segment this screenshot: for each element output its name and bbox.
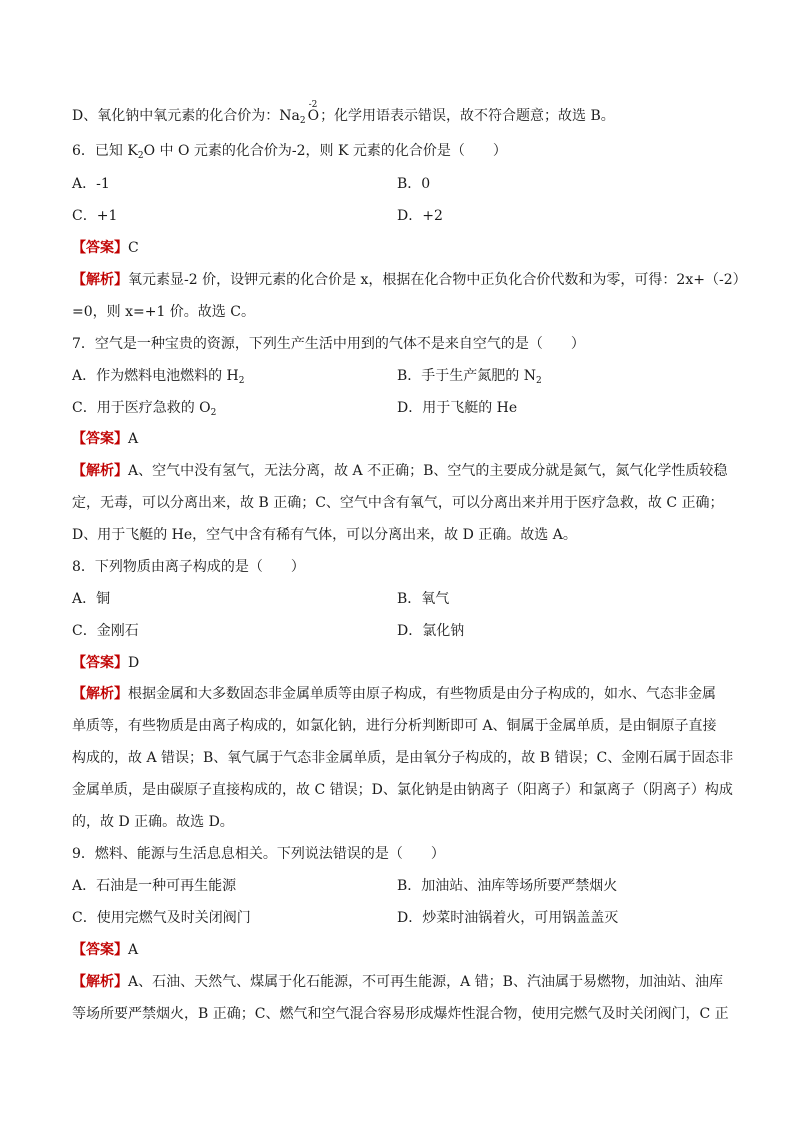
- q9-explanation-line-1: 【解析】A、石油、天然气、煤属于化石能源，不可再生能源，A 错；B、汽油属于易燃物，加油站、油库: [72, 974, 723, 990]
- q6-explanation-line-2: =0，则 x=+1 价。故选 C。: [72, 304, 255, 320]
- question-9: 9．燃料、能源与生活息息相关。下列说法错误的是（ ）: [72, 846, 445, 862]
- explanation-text: ；化学用语表示错误，故不符合题意；故选 B。: [320, 108, 615, 124]
- answer-label: 【答案】: [72, 655, 128, 671]
- q7-option-d: D．用于飞艇的 He: [397, 400, 518, 416]
- q6-explanation-line-1: 【解析】氧元素显-2 价，设钾元素的化合价是 x，根据在化合物中正负化合价代数和为零，可得：2x+（-2）: [72, 272, 747, 288]
- q9-option-c: C．使用完燃气及时关闭阀门: [72, 910, 251, 926]
- answer-label: 【答案】: [72, 240, 128, 256]
- option-d-explanation: [72, 100, 615, 126]
- q8-explanation-line-5: 的，故 D 正确。故选 D。: [72, 814, 234, 830]
- question-7: 7．空气是一种宝贵的资源，下列生产生活中用到的气体不是来自空气的是（ ）: [72, 336, 585, 352]
- answer-value: D: [128, 655, 140, 671]
- q7-option-a: A．作为燃料电池燃料的 $H_2$: [72, 368, 245, 386]
- q6-answer: [72, 238, 139, 258]
- q9-option-b: B．加油站、油库等场所要严禁烟火: [397, 878, 618, 894]
- answer-label: 【答案】: [72, 942, 128, 958]
- answer-value: C: [128, 240, 139, 256]
- q8-option-d: D．氯化钠: [397, 623, 465, 639]
- explanation-label: 【解析】: [72, 463, 128, 479]
- q7-explanation-line-1: 【解析】A、空气中没有氢气，无法分离，故 A 不正确；B、空气的主要成分就是氮气，氮气化学性质较稳: [72, 463, 728, 479]
- q6-option-a: A．-1: [72, 176, 110, 192]
- explanation-label: 【解析】: [72, 974, 128, 990]
- q6-option-c: C．+1: [72, 208, 118, 224]
- q6-option-d: D．+2: [397, 208, 443, 224]
- question-8: 8．下列物质由离子构成的是（ ）: [72, 559, 305, 575]
- answer-value: A: [128, 431, 139, 447]
- answer-label: 【答案】: [72, 431, 128, 447]
- q7-option-b: B．手于生产氮肥的 $N_2$: [397, 368, 542, 386]
- question-6: 6．已知 $K_2O$ 中 O 元素的化合价为-2，则 K 元素的化合价是（ ）: [72, 143, 507, 161]
- q8-option-b: B．氧气: [397, 591, 450, 607]
- q8-answer: [72, 653, 139, 673]
- sodium-oxide-formula: $Na_2$ -2 O: [279, 100, 320, 126]
- q9-option-d: D．炒菜时油锅着火，可用锅盖盖灭: [397, 910, 619, 926]
- q9-answer: [72, 940, 138, 960]
- explanation-label: 【解析】: [72, 686, 128, 702]
- q7-option-c: C．用于医疗急救的 $O_2$: [72, 400, 217, 418]
- q7-answer: [72, 429, 138, 449]
- q8-explanation-line-2: 单质等，有些物质是由离子构成的，如氯化钠，进行分析判断即可 A、铜属于金属单质，是由铜原子直接: [72, 718, 717, 734]
- answer-value: A: [128, 942, 139, 958]
- explanation-label: 【解析】: [72, 272, 128, 288]
- q8-explanation-line-1: 【解析】根据金属和大多数固态非金属单质等由原子构成，有些物质是由分子构成的，如水、气态非金属: [72, 686, 716, 702]
- q8-option-c: C．金刚石: [72, 623, 139, 639]
- q8-explanation-line-3: 构成的，故 A 错误；B、氧气属于气态非金属单质，是由氧分子构成的，故 B 错误；C、金刚石属于固态非: [72, 750, 734, 766]
- q8-option-a: A．铜: [72, 591, 111, 607]
- explanation-text: D、氧化钠中氧元素的化合价为：: [72, 108, 280, 124]
- q9-option-a: A．石油是一种可再生能源: [72, 878, 237, 894]
- q8-explanation-line-4: 金属单质，是由碳原子直接构成的，故 C 错误；D、氯化钠是由钠离子（阳离子）和氯离子（阴离子）构成: [72, 782, 733, 798]
- q7-explanation-line-3: D、用于飞艇的 He，空气中含有稀有气体，可以分离出来，故 D 正确。故选 A。: [72, 527, 577, 543]
- q7-explanation-line-2: 定，无毒，可以分离出来，故 B 正确；C、空气中含有氧气，可以分离出来并用于医疗急救，故 C 正确；: [72, 495, 724, 511]
- q6-option-b: B．0: [397, 176, 431, 192]
- q9-explanation-line-2: 等场所要严禁烟火，B 正确；C、燃气和空气混合容易形成爆炸性混合物，使用完燃气及时关闭阀门，C 正: [72, 1006, 729, 1022]
